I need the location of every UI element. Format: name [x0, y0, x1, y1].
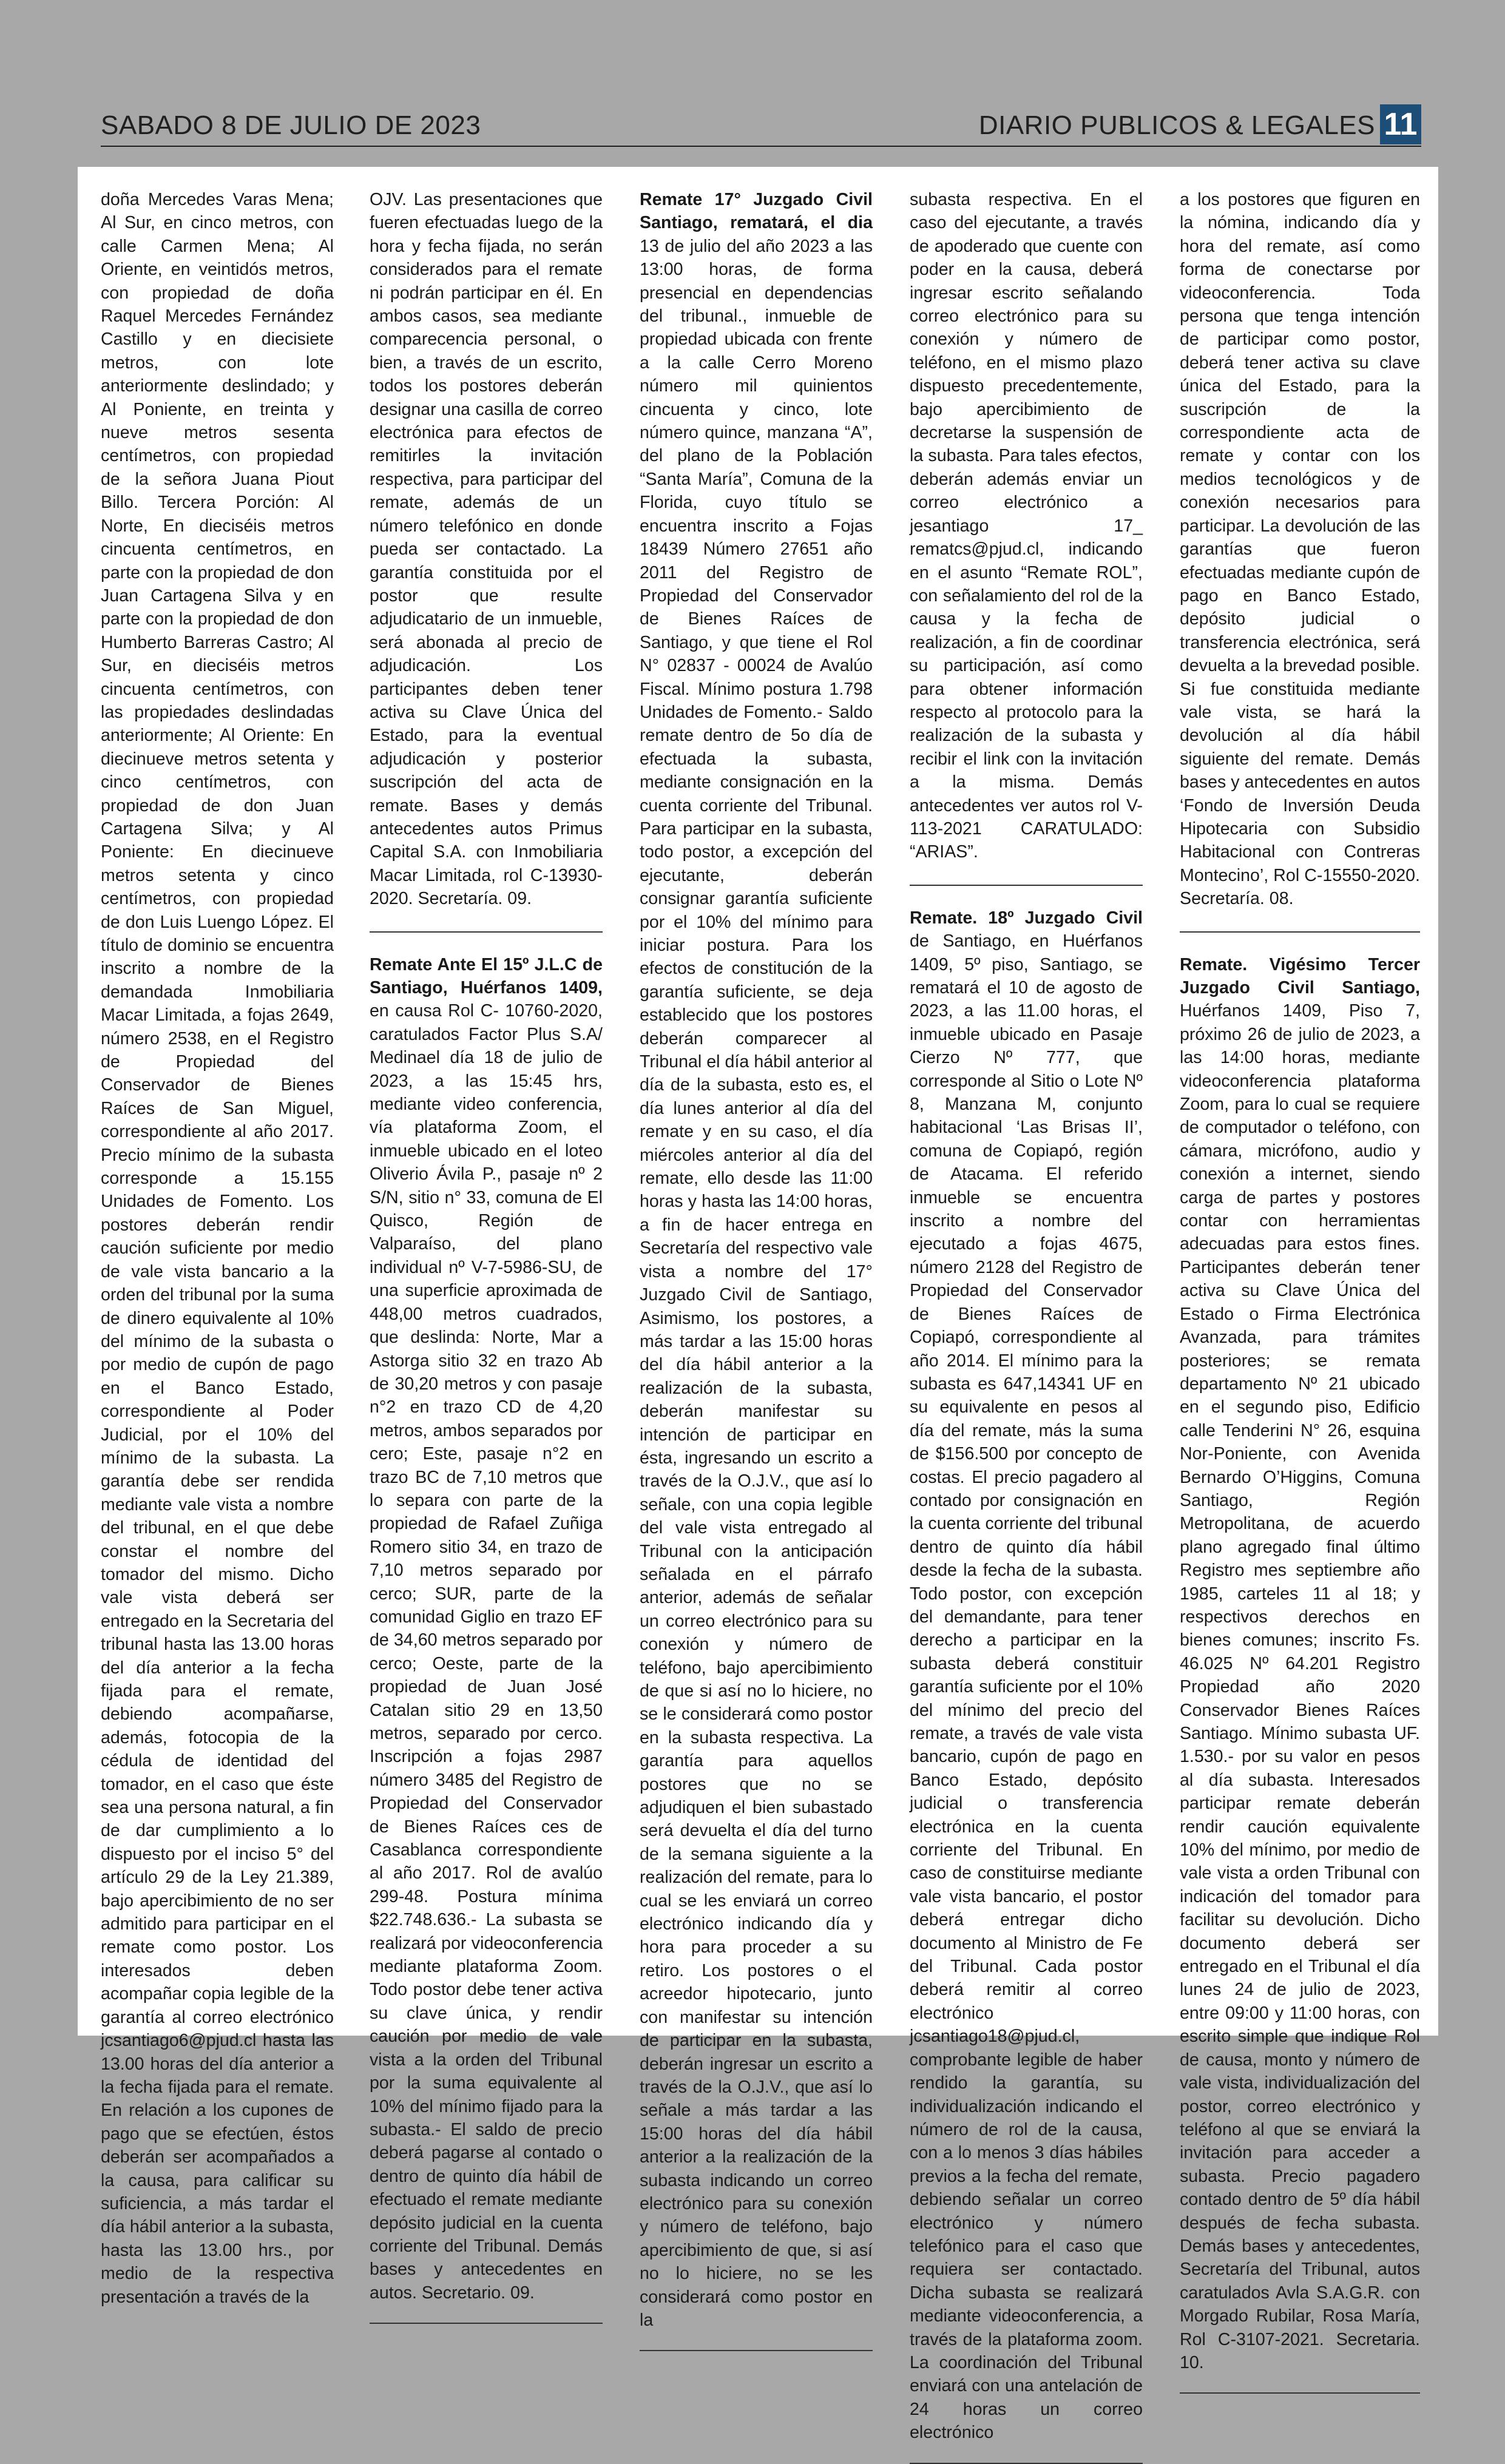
legal-notice	[370, 953, 603, 2305]
legal-notice	[1180, 953, 1420, 2375]
notice-body: OJV. Las presentaciones que fueren efectuadas luego de la hora y fecha fijada, no serán considerados para el remate ni podrán participar en él. En ambos casos, sea mediante comparecencia personal, o bien, a través de un escrito, todos los postores deberán designar una casilla de correo electrónica para efectos de remitirles la invitación respectiva, para participar del remate, además de un número telefónico en donde pueda ser contactado. La garantía constituida por el postor que resulte adjudicatario de un inmueble, será abonada al precio de adjudicación. Los participantes deben tener activa su Clave Única del Estado, para la eventual adjudicación y posterior suscripción del acta de remate. Bases y demás antecedentes autos Primus Capital S.A. con Inmobiliaria Macar Limitada, rol C-13930-2020. Secretaría. 09.	[370, 190, 603, 909]
column-end-rule	[640, 2350, 873, 2351]
notice-title: Remate. 18º Juzgado Civil	[910, 908, 1143, 928]
notice-separator	[370, 931, 603, 933]
column-end-rule	[910, 2463, 1143, 2464]
notice-title: Remate 17° Juzgado Civil Santiago, rematará, el dia	[640, 190, 873, 233]
notice-title: Remate. Vigésimo Tercer Juzgado Civil Santiago,	[1180, 954, 1420, 997]
notice-body: Huérfanos 1409, Piso 7, próximo 26 de julio de 2023, a las 14:00 horas, mediante videoconferencia plataforma Zoom, para lo cual se requiere de computador o teléfono, con cámara, micrófono, audio y conexión a internet, siendo carga de partes y postores contar con herramientas adecuadas para estos fines. Participantes deberán tener activa su Clave Única del Estado o Firma Electrónica Avanzada, para trámites posteriores; se remata departamento Nº 21 ubicado en el segundo piso, Edificio calle Tenderini N° 26, esquina Nor-Poniente, con Avenida Bernardo O’Higgins, Comuna Santiago, Región Metropolitana, de acuerdo plano agregado final último Registro mes septiembre año 1985, carteles 11 al 18; y respectivos derechos en bienes comunes; inscrito Fs. 46.025 Nº 64.201 Registro Propiedad año 2020 Conservador Bienes Raíces Santiago. Mínimo subasta UF. 1.530.- por su valor en pesos al día subasta. Interesados participar remate deberán rendir caución equivalente 10% del mínimo, por medio de vale vista a orden Tribunal con indicación del tomador para facilitar su devolución. Dicho documento deberá ser entregado en el Tribunal el día lunes 24 de julio de 2023, entre 09:00 y 11:00 horas, con escrito simple que indique Rol de causa, monto y número de vale vista, individualización del postor, correo electrónico y teléfono al que se enviará la invitación para acceder a subasta. Precio pagadero contado dentro de 5º día hábil después de fecha subasta. Demás bases y antecedentes, Secretaría del Tribunal, autos caratulados Avla S.A.G.R. con Morgado Rubilar, Rosa María, Rol C-3107-2021. Secretaria. 10.	[1180, 1001, 1420, 2372]
legal-notice	[1180, 188, 1420, 911]
notice-body: subasta respectiva. En el caso del ejecutante, a través de apoderado que cuente con poder en la causa, deberá ingresar escrito señalando correo electrónico para su conexión y número de teléfono, en el mismo plazo dispuesto precedentemente, bajo apercibimiento de decretarse la suspensión de la subasta. Para tales efectos, deberán además enviar un correo electrónico a jesantiago 17_ rematcs@pjud.cl, indicando en el asunto “Remate ROL”, con señalamiento del rol de la causa y la fecha de realización, a fin de coordinar su participación, así como para obtener información respecto al protocolo para la realización de la subasta y recibir el link con la invitación a la misma. Demás antecedentes ver autos rol V-113-2021 CARATULADO: “ARIAS”.	[910, 190, 1143, 862]
notice-title: Remate Ante El 15º J.L.C de Santiago, Huérfanos 1409,	[370, 954, 603, 997]
column-1	[101, 188, 334, 2307]
notice-body: 13 de julio del año 2023 a las 13:00 horas, de forma presencial en dependencias del tribunal., inmueble de propiedad ubicada con frente a la calle Cerro Moreno número mil quinientos cincuenta y cinco, lote número quince, manzana “A”, del plano de la Población “Santa María”, Comuna de la Florida, cuyo título se encuentra inscrito a Fojas 18439 Número 27651 año 2011 del Registro de Propiedad del Conservador de Bienes Raíces de Santiago, y que tiene el Rol N° 02837 - 00024 de Avalúo Fiscal. Mínimo postura 1.798 Unidades de Fomento.- Saldo remate dentro de 5o día de efectuada la subasta, mediante consignación en la cuenta corriente del Tribunal. Para participar en la subasta, todo postor, a excepción del ejecutante, deberán consignar garantía suficiente por el 10% del mínimo para iniciar postura. Para los efectos de constitución de la garantía suficiente, se deja establecido que los postores deberán comparecer al Tribunal el día hábil anterior al día de la subasta, esto es, el día lunes anterior al día del remate y en su caso, el día miércoles anterior al día del remate, ello desde las 11:00 horas y hasta las 14:00 horas, a fin de hacer entrega en Secretaría del respectivo vale vista a nombre del 17° Juzgado Civil de Santiago, Asimismo, los postores, a más tardar a las 15:00 horas del día hábil anterior a la realización de la subasta, deberán manifestar su intención de participar en ésta, ingresando un escrito a través de la O.J.V., que así lo señale, con una copia legible del vale vista entregado al Tribunal con la anticipación señalada en el párrafo anterior, además de señalar un correo electrónico para su conexión y número de teléfono, bajo apercibimiento de que si así no lo hiciere, no se le considerará como postor en la subasta respectiva. La garantía para aquellos postores que no se adjudiquen el bien subastado será devuelta el día del turno de la semana siguiente a la realización del remate, para lo cual se les enviará un correo electrónico indicando día y hora para proceder a su retiro. Los postores o el acreedor hipotecario, junto con manifestar su intención de participar en la subasta, deberán ingresar un escrito a través de la O.J.V., que así lo señale a más tardar a las 15:00 horas del día hábil anterior a la realización de la subasta indicando un correo electrónico para su conexión y número de teléfono, bajo apercibimiento de que, si así no lo hiciere, no se les considerará como postor en la	[640, 236, 873, 2330]
notice-body: de Santiago, en Huérfanos 1409, 5º piso, Santiago, se rematará el 10 de agosto de 2023, a las 11.00 horas, el inmueble ubicado en Pasaje Cierzo Nº 777, que corresponde al Sitio o Lote Nº 8, Manzana M, conjunto habitacional ‘Las Brisas II’, comuna de Copiapó, región de Atacama. El referido inmueble se encuentra inscrito a nombre del ejecutado a fojas 4675, número 2128 del Registro de Propiedad del Conservador de Bienes Raíces de Copiapó, correspondiente al año 2014. El mínimo para la subasta es 647,14341 UF en su equivalente en pesos al día del remate, más la suma de $156.500 por concepto de costas. El precio pagadero al contado por consignación en la cuenta corriente del tribunal dentro de quinto día hábil desde la fecha de la subasta. Todo postor, con excepción del demandante, para tener derecho a participar en la subasta deberá constituir garantía suficiente por el 10% del mínimo del precio del remate, a través de vale vista bancario, cupón de pago en Banco Estado, depósito judicial o transferencia electrónica en la cuenta corriente del Tribunal. En caso de constituirse mediante vale vista bancario, el postor deberá entregar dicho documento al Ministro de Fe del Tribunal. Cada postor deberá remitir al correo electrónico jcsantiago18@pjud.cl, comprobante legible de haber rendido la garantía, su individualización indicando el número de rol de la causa, con a lo menos 3 días hábiles previos a la fecha del remate, debiendo señalar un correo electrónico y número telefónico para el caso que requiera ser contactado. Dicha subasta se realizará mediante videoconferencia, a través de la plataforma zoom. La coordinación del Tribunal enviará con una antelación de 24 horas un correo electrónico	[910, 931, 1143, 2443]
header-rule	[101, 146, 1421, 147]
notice-separator	[910, 885, 1143, 886]
column-3	[640, 188, 873, 2330]
notice-body: a los postores que figuren en la nómina, indicando día y hora del remate, así como forma de conectarse por videoconferencia. Toda persona que tenga intención de participar como postor, deberá tener activa su clave única del Estado, para la suscripción de la correspondiente acta de remate y contar con los medios tecnológicos y de conexión necesarios para participar. La devolución de las garantías que fueron efectuadas mediante cupón de pago en Banco Estado, depósito judicial o transferencia electrónica, será devuelta a la brevedad posible. Si fue constituida mediante vale vista, se hará la devolución al día hábil siguiente del remate. Demás bases y antecedentes en autos ‘Fondo de Inversión Deuda Hipotecaria con Subsidio Habitacional con Contreras Montecino’, Rol C-15550-2020. Secretaría. 08.	[1180, 190, 1420, 909]
notice-body: en causa Rol C- 10760-2020, caratulados Factor Plus S.A/ Medinael día 18 de julio de 2023, a las 15:45 hrs, mediante video conferencia, vía plataforma Zoom, el inmueble ubicado en el loteo Oliverio Ávila P., pasaje nº 2 S/N, sitio n° 33, comuna de El Quisco, Región de Valparaíso, del plano individual nº V-7-5986-SU, de una superficie aproximada de 448,00 metros cuadrados, que deslinda: Norte, Mar a Astorga sitio 32 en trazo Ab de 30,20 metros y con pasaje n°2 en trazo CD de 4,20 metros, ambos separados por cero; Este, pasaje n°2 en trazo BC de 7,10 metros que lo separa con parte de la propiedad de Rafael Zuñiga Romero sitio 34, en trazo de 7,10 metros separado por cerco; SUR, parte de la comunidad Giglio en trazo EF de 34,60 metros separado por cerco; Oeste, parte de la propiedad de Juan José Catalan sitio 29 en 13,50 metros, separado por cerco. Inscripción a fojas 2987 número 3485 del Registro de Propiedad del Conservador de Bienes Raíces ces de Casablanca correspondiente al año 2017. Rol de avalúo 299-48. Postura mínima $22.748.636.- La subasta se realizará por videoconferencia mediante plataforma Zoom. Todo postor debe tener activa su clave única, y rendir caución por medio de vale vista a la orden del Tribunal por la suma equivalente al 10% del mínimo fijado para la subasta.- El saldo de precio deberá pagarse al contado o dentro de quinto día hábil de efectuado el remate mediante depósito judicial en la cuenta corriente del Tribunal. Demás bases y antecedentes en autos. Secretario. 09.	[370, 1001, 603, 2303]
notice-body: doña Mercedes Varas Mena; Al Sur, en cinco metros, con calle Carmen Mena; Al Oriente, en veintidós metros, con propiedad de doña Raquel Mercedes Fernández Castillo y en diecisiete metros, con lote anteriormente deslindado; y Al Poniente, en treinta y nueve metros sesenta centímetros, con propiedad de la señora Juana Piout Billo. Tercera Porción: Al Norte, En dieciséis metros cincuenta centímetros, en parte con la propiedad de don Juan Cartagena Silva y en parte con la propiedad de don Humberto Barreras Castro; Al Sur, en dieciséis metros cincuenta centímetros, con las propiedades deslindadas anteriormente; Al Oriente: En diecinueve metros setenta y cinco centímetros, con propiedad de don Juan Cartagena Silva; y Al Poniente: En diecinueve metros setenta y cinco centímetros, con propiedad de don Luis Luengo López. El título de dominio se encuentra inscrito a nombre de la demandada Inmobiliaria Macar Limitada, a fojas 2649, número 2538, en el Registro de Propiedad del Conservador de Bienes Raíces de San Miguel, correspondiente al año 2017. Precio mínimo de la subasta corresponde a 15.155 Unidades de Fomento. Los postores deberán rendir caución suficiente por medio de vale vista bancario a la orden del tribunal por la suma de dinero equivalente al 10% del mínimo de la subasta o por medio de cupón de pago en el Banco Estado, correspondiente al Poder Judicial, por el 10% del mínimo de la subasta. La garantía debe ser rendida mediante vale vista a nombre del tribunal, en el que debe constar el nombre del tomador del mismo. Dicho vale vista deberá ser entregado en la Secretaria del tribunal hasta las 13.00 horas del día anterior a la fecha fijada para el remate, debiendo acompañarse, además, fotocopia de la cédula de identidad del tomador, en el caso que éste sea una persona natural, a fin de dar cumplimiento a lo dispuesto por el inciso 5° del artículo 29 de la Ley 21.389, bajo apercibimiento de no ser admitido para participar en el remate como postor. Los interesados deben acompañar copia legible de la garantía al correo electrónico jcsantiago6@pjud.cl hasta las 13.00 horas del día anterior a la fecha fijada para el remate. En relación a los cupones de pago que se efectúen, éstos deberán ser acompañados a la causa, para calificar su suficiencia, a más tardar el día hábil anterior a la subasta, hasta las 13.00 hrs., por medio de la respectiva presentación a través de la	[101, 190, 334, 2307]
page-number-badge: 11	[1380, 104, 1421, 144]
column-2	[370, 188, 603, 2303]
notice-separator	[1180, 931, 1420, 933]
page-header	[101, 104, 1421, 147]
legal-notice	[910, 188, 1143, 864]
column-5	[1180, 188, 1420, 2372]
column-4	[910, 188, 1143, 2443]
legal-notice	[370, 188, 603, 911]
header-date: SABADO 8 DE JULIO DE 2023	[101, 110, 481, 140]
legal-notice	[101, 188, 334, 2309]
legal-notice	[910, 906, 1143, 2445]
legal-notice	[640, 188, 873, 2332]
column-end-rule	[370, 2323, 603, 2324]
column-end-rule	[1180, 2392, 1420, 2394]
publication-name: DIARIO PUBLICOS & LEGALES	[978, 110, 1375, 140]
